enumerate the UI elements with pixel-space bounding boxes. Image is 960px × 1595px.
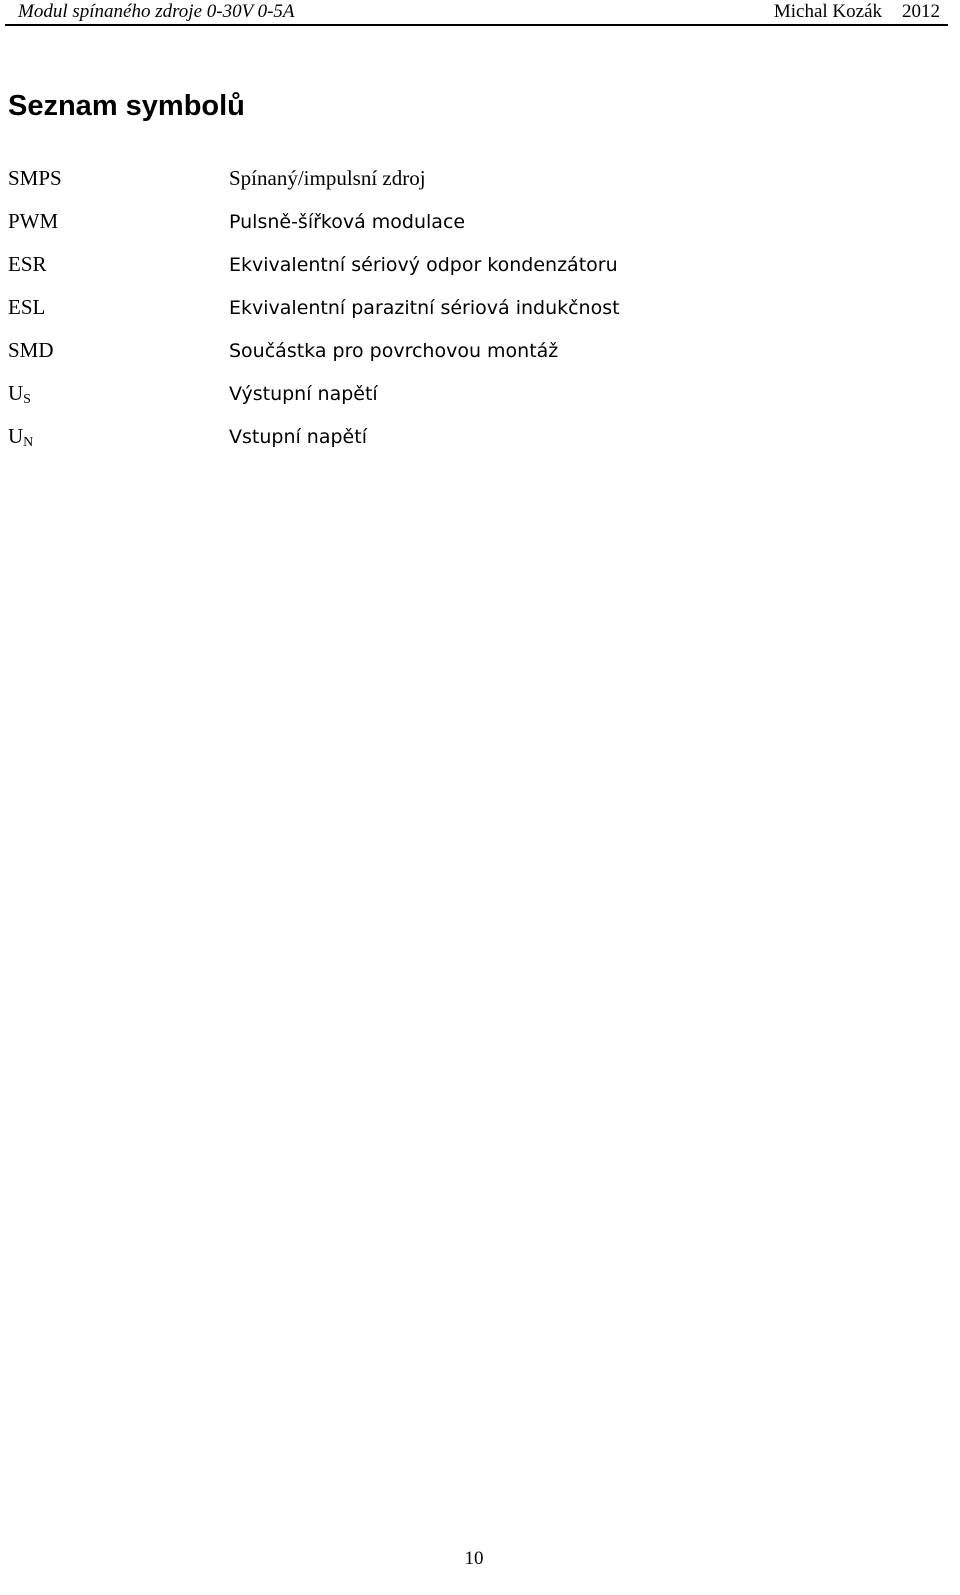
symbol-subscript: S bbox=[23, 392, 31, 407]
symbol-abbr-text: U bbox=[8, 381, 24, 405]
symbol-abbr-text: SMD bbox=[8, 338, 54, 362]
author-name: Michal Kozák bbox=[773, 1, 882, 22]
symbol-desc: Součástka pro povrchovou montáž bbox=[229, 340, 559, 362]
symbol-row-smd bbox=[8, 338, 908, 381]
symbol-row-un bbox=[8, 424, 908, 467]
symbol-abbr-text: PWM bbox=[8, 209, 59, 233]
symbol-abbr bbox=[8, 209, 229, 234]
symbol-desc: Ekvivalentní sériový odpor kondenzátoru bbox=[229, 254, 618, 276]
symbol-abbr bbox=[8, 338, 229, 363]
symbol-abbr bbox=[8, 252, 229, 277]
section-title: Seznam symbolů bbox=[8, 90, 245, 122]
header-author-year bbox=[774, 1, 940, 23]
symbol-abbr-text: U bbox=[8, 424, 24, 448]
symbol-row-esr bbox=[8, 252, 908, 295]
document-title: Modul spínaného zdroje 0-30V 0-5A bbox=[18, 1, 295, 22]
symbol-subscript: N bbox=[23, 435, 34, 450]
symbol-abbr bbox=[8, 166, 229, 191]
symbol-desc: Ekvivalentní parazitní sériová indukčnost bbox=[229, 297, 620, 319]
symbol-abbr bbox=[8, 424, 229, 449]
page-header bbox=[5, 0, 948, 26]
symbol-abbr bbox=[8, 295, 229, 320]
symbol-list bbox=[8, 166, 908, 467]
page-number: 10 bbox=[464, 1548, 484, 1569]
symbol-abbr-text: ESL bbox=[8, 295, 46, 319]
document-year: 2012 bbox=[902, 1, 940, 22]
symbol-desc: Výstupní napětí bbox=[229, 383, 378, 405]
symbol-desc: Vstupní napětí bbox=[229, 426, 367, 448]
symbol-abbr-text: SMPS bbox=[8, 166, 62, 190]
symbol-desc: Pulsně-šířková modulace bbox=[229, 211, 466, 233]
symbol-desc: Spínaný/impulsní zdroj bbox=[229, 166, 426, 190]
symbol-row-pwm bbox=[8, 209, 908, 252]
symbol-abbr-text: ESR bbox=[8, 252, 47, 276]
symbol-row-esl bbox=[8, 295, 908, 338]
symbol-row-smps bbox=[8, 166, 908, 209]
symbol-row-us bbox=[8, 381, 908, 424]
symbol-abbr bbox=[8, 381, 229, 406]
